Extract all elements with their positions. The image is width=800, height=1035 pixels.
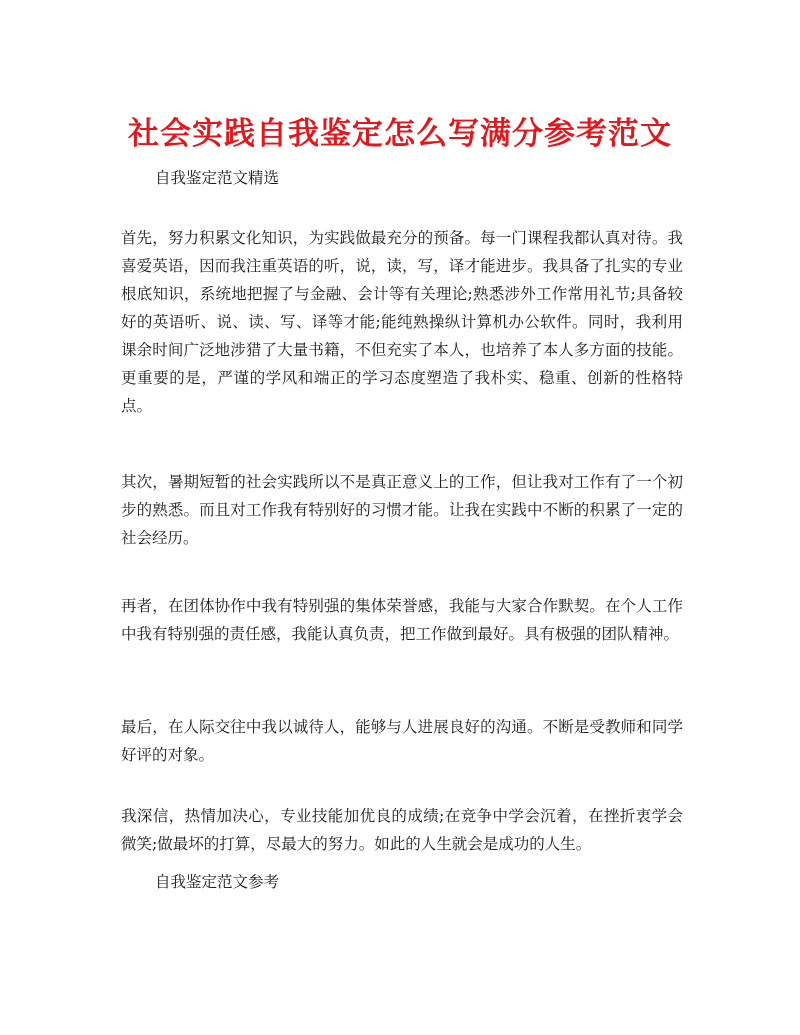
document-title: 社会实践自我鉴定怎么写满分参考范文 <box>128 116 672 152</box>
paragraph-first: 首先，努力积累文化知识，为实践做最充分的预备。每一门课程我都认真对待。我喜爱英语，因而我注重英语的听，说，读，写，译才能进步。我具备了扎实的专业根底知识，系统地把握了与金融、会计等有关理论;熟悉涉外工作常用礼节;具备较好的英语听、说、读、写、译等才能;能纯熟操纵计算机办公软件。同时，我利用课余时间广泛地涉猎了大量书籍，不但充实了本人，也培养了本人多方面的技能。更重要的是，严谨的学风和端正的学习态度塑造了我朴实、稳重、创新的性格特点。 <box>121 229 683 415</box>
subheading-reference-samples: 自我鉴定范文参考 <box>155 873 280 891</box>
paragraph-conclusion: 我深信，热情加决心，专业技能加优良的成绩;在竞争中学会沉着，在挫折衷学会微笑;做最坏的打算，尽最大的努力。如此的人生就会是成功的人生。 <box>121 807 683 853</box>
paragraph-third: 再者，在团体协作中我有特别强的集体荣誉感，我能与大家合作默契。在个人工作中我有特别强的责任感，我能认真负责，把工作做到最好。具有极强的团队精神。 <box>121 597 683 643</box>
subheading-selected-samples: 自我鉴定范文精选 <box>155 169 280 187</box>
paragraph-fourth: 最后，在人际交往中我以诚待人，能够与人进展良好的沟通。不断是受教师和同学好评的对象。 <box>121 718 683 764</box>
paragraph-second: 其次，暑期短暂的社会实践所以不是真正意义上的工作，但让我对工作有了一个初步的熟悉。而且对工作我有特别好的习惯才能。让我在实践中不断的积累了一定的社会经历。 <box>121 473 683 547</box>
